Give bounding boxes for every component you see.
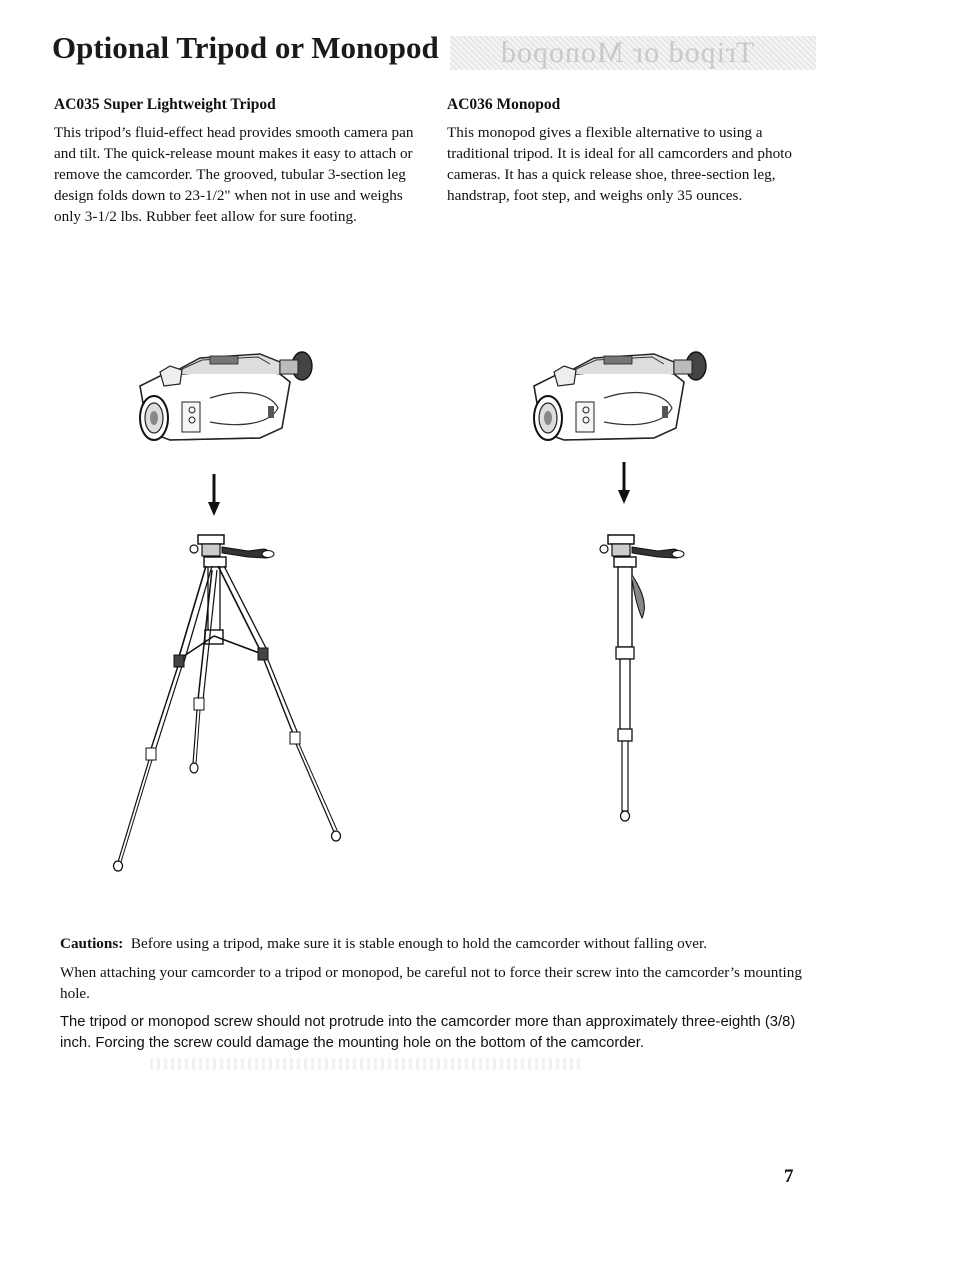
monopod-heading: AC036 Monopod [447, 96, 561, 113]
caution-line-1: Before using a tripod, make sure it is stable enough to hold the camcorder without falling over. [130, 935, 708, 952]
page-title: Optional Tripod or Monopod [52, 30, 439, 65]
title-ghost-decoration: Tripod or Monopod [500, 36, 755, 69]
cautions-label: Cautions: [60, 935, 124, 952]
monopod-illustration [600, 535, 684, 821]
tripod-heading: AC035 Super Lightweight Tripod [54, 96, 276, 113]
tripod-description: This tripod’s fluid-effect head provides smooth camera pan and tilt. The quick-release mount makes it easy to attach or remove the camcorder. The grooved, tubular 3-section leg design folds down to 23-1/2" when not in use and weighs only 3-1/2 lbs. Rubber feet allow for sure footing. [54, 124, 414, 225]
camcorder-right-illustration [534, 352, 706, 440]
cautions-section [60, 933, 820, 1062]
caution-line-3: The tripod or monopod screw should not protrude into the camcorder more than approximately three-eighth (3/8) inch. Forcing the screw could damage the mounting hole on the bottom of the camcorder. [60, 1014, 796, 1051]
arrow-left-icon [208, 474, 220, 516]
arrow-right-icon [618, 462, 630, 504]
monopod-description: This monopod gives a flexible alternative to using a traditional tripod. It is ideal for all camcorders and photo cameras. It has a quick release shoe, three-section leg, handstrap, foot step, and weighs only 35 ounces. [447, 124, 792, 204]
scan-artifact [150, 1058, 580, 1070]
tripod-illustration [114, 535, 341, 871]
page-number: 7 [784, 1166, 794, 1187]
caution-line-2: When attaching your camcorder to a tripod or monopod, be careful not to force their screw into the camcorder’s mounting hole. [60, 964, 802, 1002]
camcorder-left-illustration [140, 352, 312, 440]
